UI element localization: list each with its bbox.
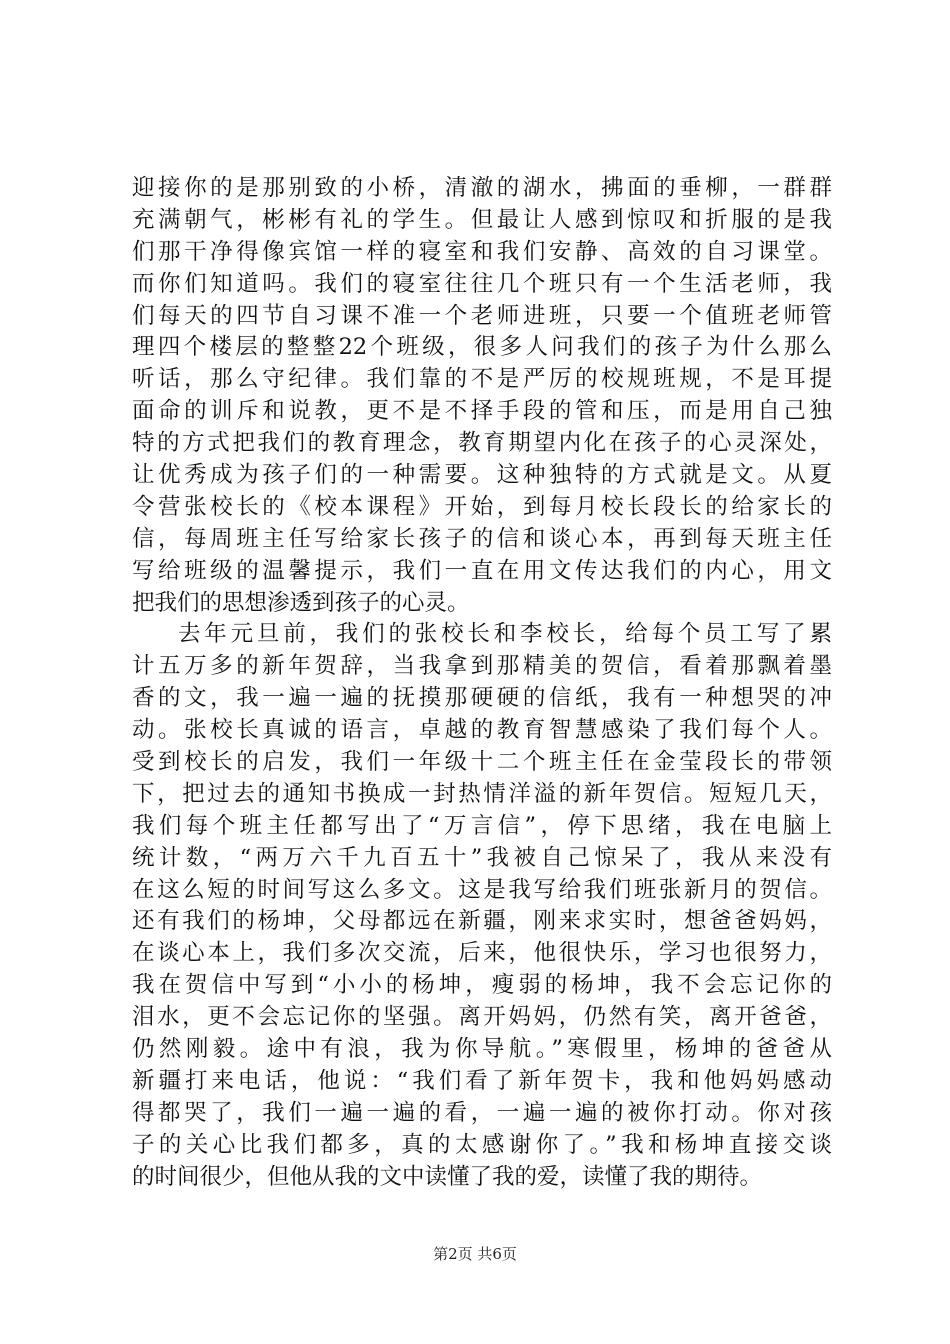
text-line: 们每天的四节自习课不准一个老师进班，只要一个值班老师管 — [132, 302, 832, 329]
text-line: 我们每个班主任都写出了“万言信”，停下思绪，我在电脑上 — [132, 812, 832, 839]
paragraph-first-line: 去年元旦前，我们的张校长和李校长，给每个员工写了累 — [178, 621, 832, 648]
text-line: 充满朝气，彬彬有礼的学生。但最让人感到惊叹和折服的是我 — [132, 206, 832, 233]
paragraph-end-line: 的时间很少，但他从我的文中读懂了我的爱，读懂了我的期待。 — [132, 1163, 763, 1190]
text-line: 得都哭了，我们一遍一遍的看，一遍一遍的被你打动。你对孩 — [132, 1099, 832, 1126]
text-line: 们那干净得像宾馆一样的寝室和我们安静、高效的自习课堂。 — [132, 238, 832, 265]
text-line: 仍然刚毅。途中有浪，我为你导航。”寒假里，杨坤的爸爸从 — [132, 1036, 832, 1063]
page-indicator: 第2页 共6页 — [433, 1245, 517, 1263]
text-line: 在谈心本上，我们多次交流，后来，他很快乐，学习也很努力， — [132, 940, 832, 967]
text-line: 而你们知道吗。我们的寝室往往几个班只有一个生活老师，我 — [132, 270, 832, 297]
text-line: 听话，那么守纪律。我们靠的不是严厉的校规班规，不是耳提 — [132, 366, 832, 393]
text-line: 泪水，更不会忘记你的坚强。离开妈妈，仍然有笑，离开爸爸， — [132, 1004, 832, 1031]
text-line: 统计数，“两万六千九百五十”我被自己惊呆了，我从来没有 — [132, 844, 832, 871]
text-line: 写给班级的温馨提示，我们一直在用文传达我们的内心，用文 — [132, 557, 832, 584]
text-line: 面命的训斥和说教，更不是不择手段的管和压，而是用自己独 — [132, 398, 832, 425]
paragraph-end-line: 把我们的思想渗透到孩子的心灵。 — [132, 589, 470, 616]
text-line: 让优秀成为孩子们的一种需要。这种独特的方式就是文。从夏 — [132, 462, 832, 489]
text-line: 下，把过去的通知书换成一封热情洋溢的新年贺信。短短几天， — [132, 780, 832, 807]
text-line: 香的文，我一遍一遍的抚摸那硬硬的信纸，我有一种想哭的冲 — [132, 685, 832, 712]
text-line: 在这么短的时间写这么多文。这是我写给我们班张新月的贺信。 — [132, 876, 832, 903]
text-line: 受到校长的启发，我们一年级十二个班主任在金莹段长的带领 — [132, 749, 832, 776]
text-line: 动。张校长真诚的语言，卓越的教育智慧感染了我们每个人。 — [132, 717, 832, 744]
text-line: 令营张校长的《校本课程》开始，到每月校长段长的给家长的 — [132, 493, 832, 520]
text-line: 计五万多的新年贺辞，当我拿到那精美的贺信，看着那飘着墨 — [132, 653, 832, 680]
document-body — [132, 173, 832, 1194]
text-line: 子的关心比我们都多，真的太感谢你了。”我和杨坤直接交谈 — [132, 1131, 832, 1158]
text-line: 迎接你的是那别致的小桥，清澈的湖水，拂面的垂柳，一群群 — [132, 175, 832, 201]
text-line: 还有我们的杨坤，父母都远在新疆，刚来求实时，想爸爸妈妈， — [132, 908, 832, 935]
text-line: 理四个楼层的整整22个班级，很多人问我们的孩子为什么那么 — [132, 334, 832, 361]
text-line: 特的方式把我们的教育理念，教育期望内化在孩子的心灵深处， — [132, 430, 832, 457]
text-line: 信，每周班主任写给家长孩子的信和谈心本，再到每天班主任 — [132, 525, 832, 552]
text-line: 我在贺信中写到“小小的杨坤，瘦弱的杨坤，我不会忘记你的 — [132, 972, 832, 999]
text-line: 新疆打来电话，他说：“我们看了新年贺卡，我和他妈妈感动 — [132, 1067, 832, 1094]
